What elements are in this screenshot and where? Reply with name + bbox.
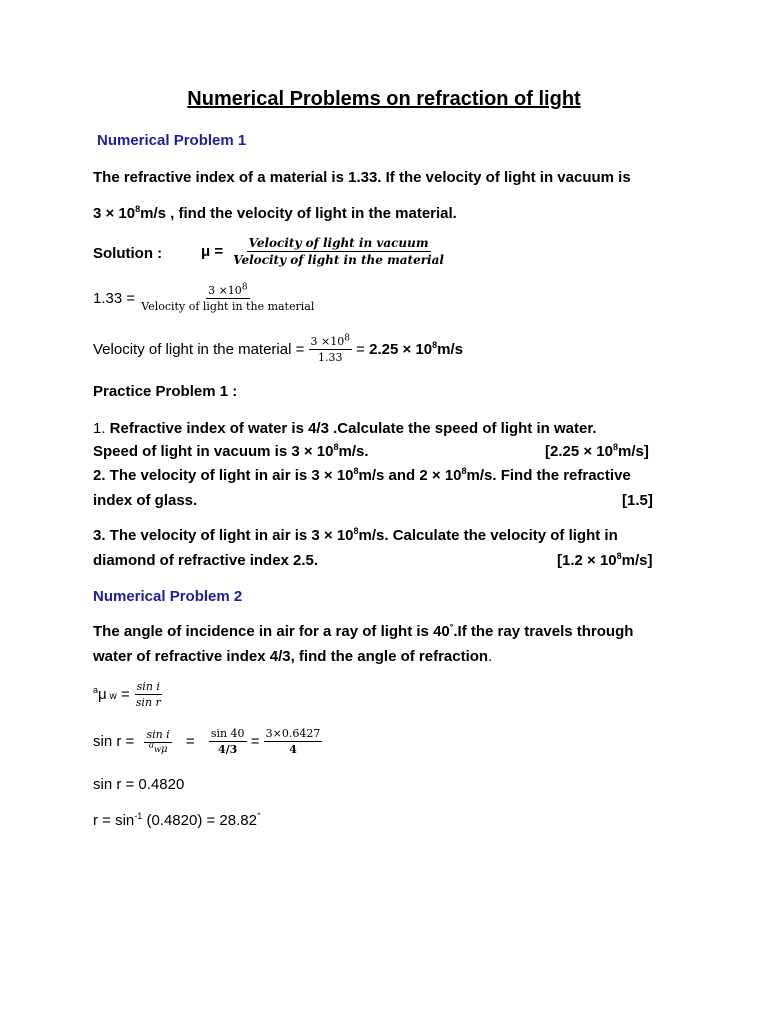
- eq-sin-r-value: sin r = 0.4820: [93, 776, 185, 793]
- practice-q1-line2: Speed of light in vacuum is $3 \times 10^8m/s$.: [93, 442, 369, 460]
- problem-2-question-line2: water of refractive index 4/3, find the angle of refraction.: [93, 648, 493, 665]
- step1-equation: 1.33 = $\frac{3 \times 10^8}{\text{Velocity of light in the material}}$: [93, 282, 315, 313]
- practice-q3-answer: $[1.2 \times 10^8m/s]$: [557, 551, 653, 569]
- mu-formula: μ = $\frac{\text{Velocity of light in vacuum}}{\text{Velocity of light in the material}}$: [201, 236, 444, 267]
- problem-1-heading: Numerical Problem 1: [97, 132, 247, 149]
- step2-equation: Velocity of light in the material = $\frac{3 \times 10^8}{1.33}$ = $2.25 \times 10^8m/s$: [93, 333, 463, 364]
- solution-label: Solution :: [93, 245, 163, 262]
- practice-q3-line2: diamond of refractive index 2.5.: [93, 552, 319, 569]
- practice-q2-line1: 2. The velocity of light in air is $3 \times 10^8m/s$ and $2 \times 10^8m/s$. Find the refractive: [93, 466, 631, 484]
- eq-sin-r: sin r = $\frac{\text{sin i}}{^aw\mu}$ = $\frac{\sin 40}{4/3}$ = $\frac{3\times 0.6427}{4}$: [93, 727, 321, 756]
- problem-1-question-line1: The refractive index of a material is 1.33. If the velocity of light in vacuum is: [93, 169, 631, 186]
- practice-q1-answer: $[2.25 \times 10^8m/s]$: [545, 442, 649, 460]
- practice-q2-line2: index of glass.: [93, 492, 198, 509]
- eq-angle-result: $r = \sin^{-1} (0.4820) = 28.82^\circ$: [93, 811, 261, 829]
- practice-q1-line1: 1. Refractive index of water is 4/3 .Calculate the speed of light in water.: [93, 420, 597, 437]
- problem-2-question-line1: The angle of incidence in air for a ray of light is 40°.If the ray travels through: [93, 622, 634, 640]
- practice-q2-answer: [1.5]: [622, 492, 653, 509]
- practice-heading: Practice Problem 1 :: [93, 383, 238, 400]
- page-title: Numerical Problems on refraction of light: [187, 88, 581, 110]
- practice-q3-line1: 3. The velocity of light in air is $3 \times 10^8m/s$. Calculate the velocity of light in: [93, 526, 618, 544]
- formula-denominator: Velocity of light in the material: [233, 253, 444, 267]
- formula-numerator: Velocity of light in vacuum: [248, 236, 429, 250]
- step2-result: $2.25 \times 10^8m/s$: [369, 340, 463, 358]
- problem-1-question-line2: $3 \times 10^8m/s$ , find the velocity of light in the material.: [93, 204, 457, 222]
- eq-relative-index: $^a$μ w = $\frac{\text{sin i}}{\text{sin r}}$: [93, 680, 161, 709]
- problem-2-heading: Numerical Problem 2: [93, 588, 243, 605]
